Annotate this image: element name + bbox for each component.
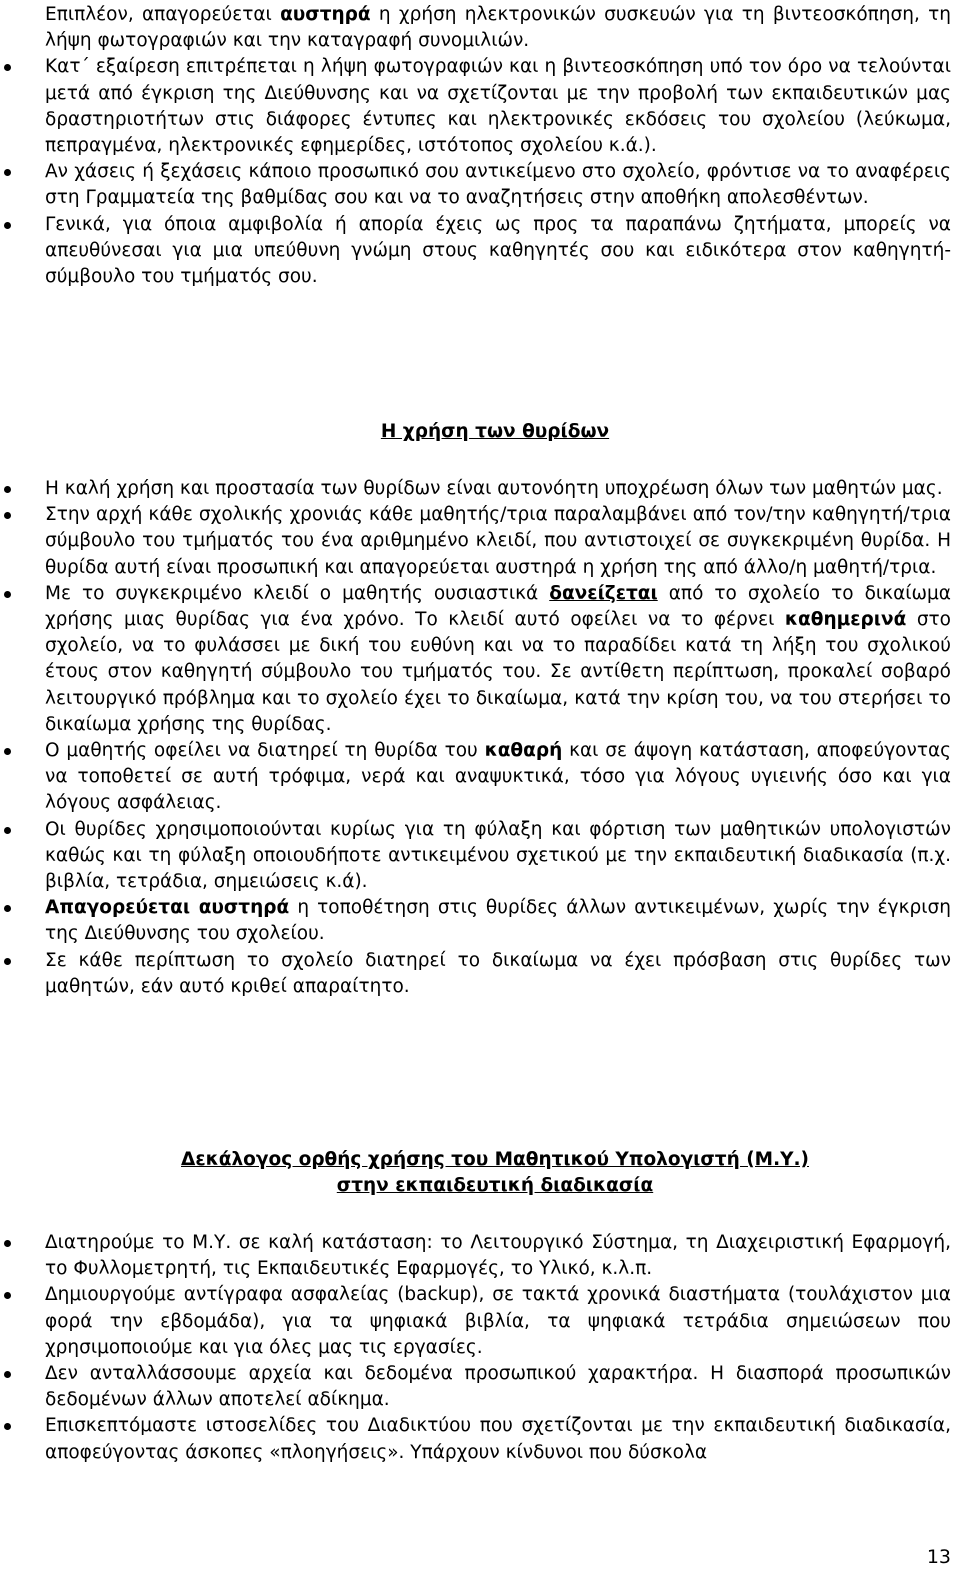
item-text: Αν χάσεις ή ξεχάσεις κάποιο προσωπικό σου αντικείμενο στο σχολείο, φρόντισε να το αναφέρεις στη Γραμματεία της βαθμίδας σου και να το αναζητήσεις στην αποθήκη απολεσθέντων. bbox=[45, 161, 951, 209]
emphasized-text: καθαρή bbox=[484, 740, 563, 762]
list-item bbox=[0, 2, 960, 54]
item-text: Οι θυρίδες χρησιμοποιούνται κυρίως για τη φύλαξη και φόρτιση των μαθητικών υπολογιστών καθώς και τη φύλαξη οποιουδήποτε αντικειμένου σχετικού με την εκπαιδευτική διαδικασία (π.χ. βιβλία, τετράδια, σημειώσεις κ.ά). bbox=[45, 818, 951, 893]
item-text: Διατηρούμε το Μ.Υ. σε καλή κατάσταση: το Λειτουργικό Σύστημα, τη Διαχειριστική Εφαρμογή, το Φυλλομετρητή, τις Εκπαιδευτικές Εφαρμογές, το Υλικό, κ.λ.π. bbox=[45, 1232, 951, 1280]
bullet-icon bbox=[4, 64, 11, 71]
list-item bbox=[0, 212, 960, 291]
item-text: Κατ΄ εξαίρεση επιτρέπεται η λήψη φωτογραφιών και η βιντεοσκόπηση υπό τον όρο να τελούνται μετά από έγκριση της Διεύθυνσης και να σχετίζονται με την προβολή των εκπαιδευτικών μας δραστηριοτήτων στις διάφορες έντυπες και ηλεκτρονικές εκδόσεις του σχολείου (λεύκωμα, πεπραγμένα, ηλεκτρονικές εφημερίδες, ιστότοπος σχολείου κ.ά.). bbox=[45, 56, 951, 157]
item-text: Σε κάθε περίπτωση το σχολείο διατηρεί το δικαίωμα να έχει πρόσβαση στις θυρίδες των μαθητών, εάν αυτό κριθεί απαραίτητο. bbox=[45, 949, 951, 997]
list-item bbox=[0, 817, 960, 896]
section-heading-lockers: Η χρήση των θυρίδων bbox=[380, 421, 610, 442]
item-text: Στην αρχή κάθε σχολικής χρονιάς κάθε μαθητής/τρια παραλαμβάνει από τον/την καθηγητή/τρια σύμβουλο του τμήματός του ένα αριθμημένο κλειδί, που αντιστοιχεί σε συγκεκριμένη θυρίδα. Η θυρίδα αυτή είναι προσωπική και απαγορεύεται αυστηρά η χρήση της από άλλο/η μαθητή/τρια. bbox=[45, 504, 951, 578]
bullet-icon bbox=[4, 169, 11, 176]
section-heading-decalogue bbox=[0, 1147, 960, 1199]
bullet-icon bbox=[4, 1240, 11, 1247]
list-item bbox=[0, 1230, 960, 1282]
list-item bbox=[0, 738, 960, 817]
item-text: η τοποθέτηση στις θυρίδες άλλων αντικειμένων, χωρίς την έγκριση της Διεύθυνσης του σχολείου. bbox=[45, 897, 951, 945]
item-text: Με το συγκεκριμένο κλειδί ο μαθητής ουσιαστικά bbox=[45, 582, 550, 604]
list-item bbox=[0, 159, 960, 211]
item-text: και σε άψογη κατάσταση, αποφεύγοντας να τοποθετεί σε αυτή τρόφιμα, νερά και αναψυκτικά, τόσο για λόγους υγιεινής όσο και για λόγους ασφάλειας. bbox=[45, 740, 952, 814]
rules-list-computer bbox=[0, 1230, 960, 1466]
emphasized-text: Απαγορεύεται αυστηρά bbox=[45, 897, 290, 919]
bullet-icon bbox=[4, 905, 11, 912]
item-text: Επιπλέον, απαγορεύεται bbox=[45, 4, 281, 25]
list-item bbox=[0, 502, 960, 581]
section-heading-decalogue-line1: Δεκάλογος ορθής χρήσης του Μαθητικού Υπολογιστή (Μ.Υ.) bbox=[181, 1149, 809, 1170]
bullet-icon bbox=[4, 486, 11, 493]
bullet-icon bbox=[4, 512, 11, 519]
list-item bbox=[0, 54, 960, 159]
list-item bbox=[0, 476, 960, 502]
bullet-icon bbox=[4, 827, 11, 834]
list-item bbox=[0, 1413, 960, 1465]
emphasized-text: αυστηρά bbox=[280, 4, 371, 25]
item-text: Δεν ανταλλάσσουμε αρχεία και δεδομένα προσωπικού χαρακτήρα. Η διασπορά προσωπικών δεδομένων άλλων αποτελεί αδίκημα. bbox=[45, 1363, 951, 1411]
list-item bbox=[0, 948, 960, 1000]
list-item bbox=[0, 1361, 960, 1413]
item-text: Ο μαθητής οφείλει να διατηρεί τη θυρίδα του bbox=[45, 740, 485, 762]
item-text: από το σχολείο το δικαίωμα χρήσης μιας θυρίδας για ένα χρόνο. Το κλειδί αυτό οφείλει να το φέρνει bbox=[45, 582, 951, 631]
emphasized-text: δανείζεται bbox=[549, 582, 658, 604]
bullet-icon bbox=[4, 591, 11, 598]
bullet-icon bbox=[4, 1292, 11, 1299]
page-number: 13 bbox=[926, 1546, 951, 1568]
item-text: Γενικά, για όποια αμφιβολία ή απορία έχεις ως προς τα παραπάνω ζητήματα, μπορείς να απευθύνεσαι για μια υπεύθυνη γνώμη στους καθηγητές σου και ειδικότερα στον καθηγητή-σύμβουλο του τμήματός σου. bbox=[45, 213, 951, 288]
item-text: στο σχολείο, να το φυλάσσει με δική του ευθύνη και να το παραδίδει κατά τη λήξη του σχολικού έτους στον καθηγητή σύμβουλο του τμήματός του. Σε αντίθετη περίπτωση, προκαλεί σοβαρό λειτουργικό πρόβλημα και το σχολείο έχει το δικαίωμα, κατά την κρίση του, να του στερήσει το δικαίωμα χρήσης της θυρίδας. bbox=[45, 609, 951, 735]
rules-list-general bbox=[0, 2, 960, 290]
bullet-icon bbox=[4, 958, 11, 965]
bullet-icon bbox=[4, 222, 11, 229]
rules-list-lockers bbox=[0, 476, 960, 1000]
item-text: Επισκεπτόμαστε ιστοσελίδες του Διαδικτύου που σχετίζονται με την εκπαιδευτική διαδικασία, αποφεύγοντας άσκοπες «πλοηγήσεις». Υπάρχουν κίνδυνοι που δύσκολα bbox=[45, 1415, 951, 1463]
list-item bbox=[0, 1282, 960, 1361]
list-item bbox=[0, 581, 960, 738]
bullet-icon bbox=[4, 1423, 11, 1430]
item-text: Η καλή χρήση και προστασία των θυρίδων είναι αυτονόητη υποχρέωση όλων των μαθητών μας. bbox=[45, 478, 943, 499]
bullet-icon bbox=[4, 1371, 11, 1378]
list-item bbox=[0, 895, 960, 947]
section-heading-decalogue-line2: στην εκπαιδευτική διαδικασία bbox=[336, 1175, 654, 1197]
emphasized-text: καθημερινά bbox=[784, 609, 907, 631]
item-text: η χρήση ηλεκτρονικών συσκευών για τη βιντεοσκόπηση, τη λήψη φωτογραφιών και την καταγραφή συνομιλιών. bbox=[45, 4, 951, 52]
bullet-icon bbox=[4, 748, 11, 755]
item-text: Δημιουργούμε αντίγραφα ασφαλείας (backup), σε τακτά χρονικά διαστήματα (τουλάχιστον μια φορά την εβδομάδα), για τα ψηφιακά βιβλία, τα ψηφιακά τετράδια σημειώσεων που χρησιμοποιούμε και για όλες μας τις εργασίες. bbox=[45, 1284, 951, 1358]
